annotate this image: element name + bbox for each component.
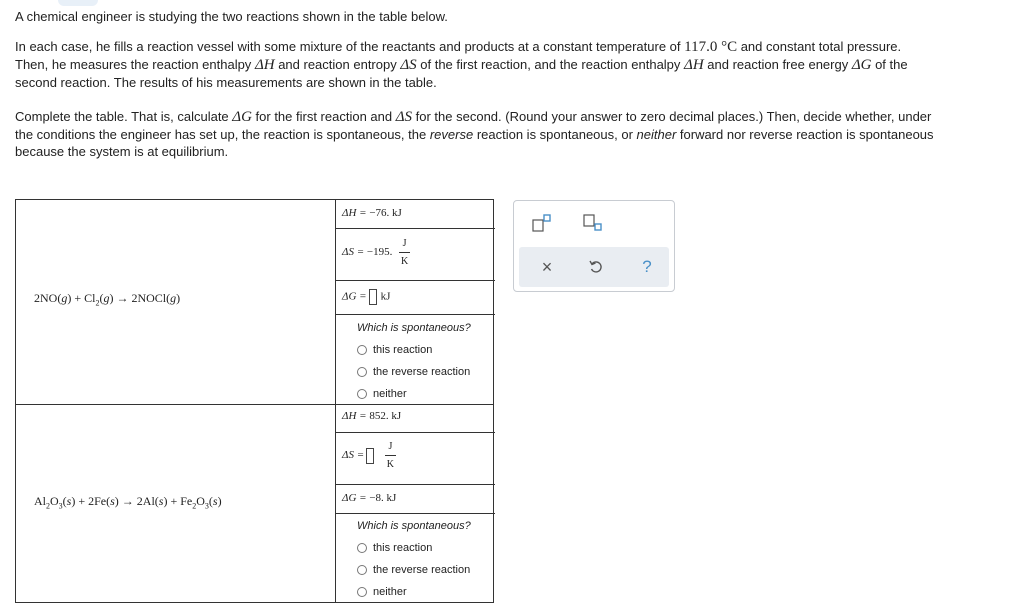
reaction-1-dS: ΔS = −195. $\frac{J}{K}$ [342,238,409,267]
reaction-2-option-neither[interactable]: neither [357,586,407,598]
dG-answer-input[interactable] [369,289,377,305]
reaction-2-dS: ΔS = $\frac{J}{K}$ [342,441,394,470]
intro-text: A chemical engineer is studying the two reactions shown in the table below. [15,9,448,24]
reaction-1-option-neither[interactable]: neither [357,388,407,400]
reaction-2-option-reverse[interactable]: the reverse reaction [357,564,470,576]
subscript-button[interactable] [580,211,604,235]
undo-icon [588,259,604,275]
reaction-2-dH: ΔH = 852. kJ [342,410,402,422]
radio-icon[interactable] [357,389,367,399]
radio-icon[interactable] [357,587,367,597]
radio-icon[interactable] [357,345,367,355]
reaction-1-dG: ΔG = kJ [342,289,390,305]
subscript-icon [581,212,603,234]
undo-button[interactable] [586,257,606,277]
unit-fraction: $\frac{J}{K}$ [400,238,409,267]
reaction-2-question: Which is spontaneous? [357,520,471,532]
radio-icon[interactable] [357,565,367,575]
dS-answer-input[interactable] [366,448,374,464]
radio-icon[interactable] [357,367,367,377]
reaction-1-option-this[interactable]: this reaction [357,344,432,356]
reaction-table [15,199,494,603]
reaction-2-dG: ΔG = −8. kJ [342,492,397,504]
top-tab [58,0,98,6]
task-paragraph: Complete the table. That is, calculate ΔG for the first reaction and ΔS for the second. (Round your answer to zero decimal places.) Then, decide whether, under the conditions the engineer has set up, the reaction is spontaneous, the reverse reaction is spontaneous, or neither forward nor reverse reaction is spontaneous because the system is at equilibrium. [15,109,934,159]
radio-icon[interactable] [357,543,367,553]
toolbox-actions [519,247,669,287]
clear-icon: × [541,256,553,277]
unit-fraction: $\frac{J}{K}$ [386,441,394,470]
reaction-1-question: Which is spontaneous? [357,322,471,334]
answer-toolbox [513,200,675,292]
instructions-paragraph: In each case, he fills a reaction vessel with some mixture of the reactants and products at a constant temperature of 117.0 °C and constant total pressure. Then, he measures the reaction enthalpy ΔH and reaction entropy ΔS of the first reaction, and the reaction enthalpy ΔH and reaction free energy ΔG of the second reaction. The results of his measurements are shown in the table. [15,39,908,90]
reaction-2-equation: $Al_2O_3(s) + 2Fe(s) \to 2Al(s) + Fe_2O_3(s)$ [34,494,222,511]
reaction-1-equation: $2NO(g) + Cl_2(g)$ → 2NOCl(g) [34,291,181,308]
help-button[interactable] [637,257,657,277]
help-icon: ? [642,257,652,276]
reaction-1-option-reverse[interactable]: the reverse reaction [357,366,470,378]
clear-button[interactable] [537,257,557,277]
reaction-2-option-this[interactable]: this reaction [357,542,432,554]
superscript-button[interactable] [530,211,552,235]
superscript-icon [530,212,552,234]
reaction-1-dH: ΔH = −76. kJ [342,207,402,219]
